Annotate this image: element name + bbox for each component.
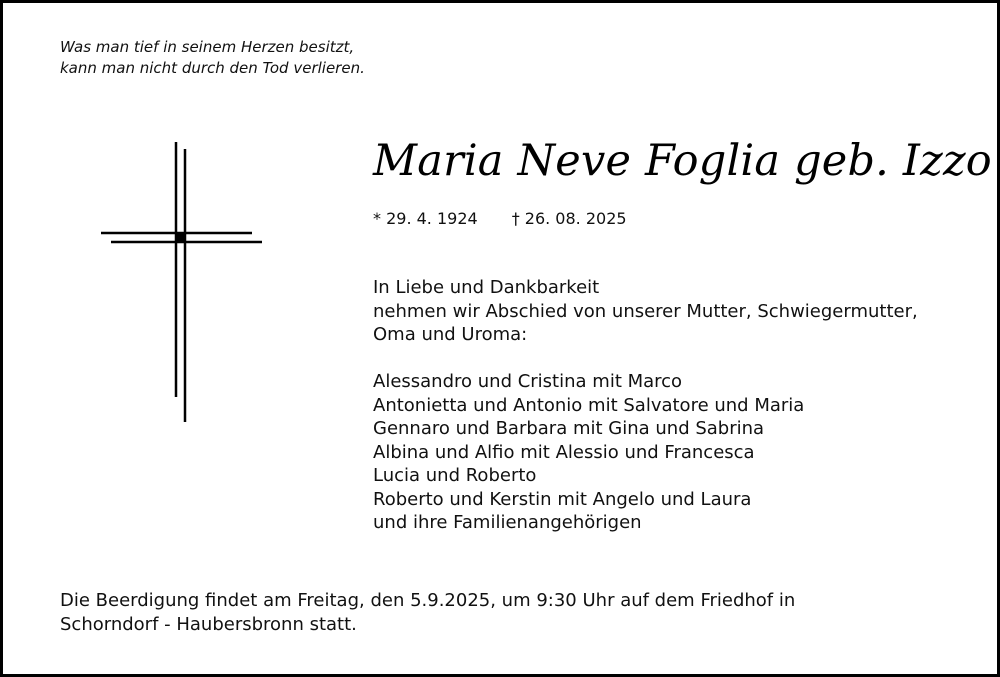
quote-line-2: kann man nicht durch den Tod verlieren.	[60, 59, 365, 77]
list-item: Antonietta und Antonio mit Salvatore und Maria	[373, 394, 805, 416]
mourners-list	[373, 370, 804, 535]
cross-icon	[99, 139, 265, 425]
intro-text	[373, 276, 918, 347]
quote-line-1: Was man tief in seinem Herzen besitzt,	[60, 38, 355, 56]
memorial-quote	[60, 37, 365, 79]
funeral-line-1: Die Beerdigung findet am Freitag, den 5.9.2025, um 9:30 Uhr auf dem Friedhof in	[60, 590, 796, 611]
intro-line-2: nehmen wir Abschied von unserer Mutter, Schwiegermutter,	[373, 300, 918, 322]
life-dates	[373, 208, 627, 230]
funeral-notice	[60, 589, 795, 636]
death-date: † 26. 08. 2025	[511, 209, 627, 228]
list-item: Gennaro und Barbara mit Gina und Sabrina	[373, 418, 765, 439]
list-item: Roberto und Kerstin mit Angelo und Laura	[373, 488, 752, 510]
list-item: Alessandro und Cristina mit Marco	[373, 371, 683, 392]
birth-date: * 29. 4. 1924	[373, 209, 478, 228]
deceased-name: Maria Neve Foglia geb. Izzo	[373, 136, 992, 186]
funeral-line-2: Schorndorf - Haubersbronn statt.	[60, 613, 357, 635]
list-item: Lucia und Roberto	[373, 465, 537, 486]
intro-line-3: Oma und Uroma:	[373, 324, 528, 345]
intro-line-1: In Liebe und Dankbarkeit	[373, 277, 600, 298]
list-item: und ihre Familienangehörigen	[373, 512, 642, 533]
list-item: Albina und Alfio mit Alessio und Francesca	[373, 441, 755, 463]
